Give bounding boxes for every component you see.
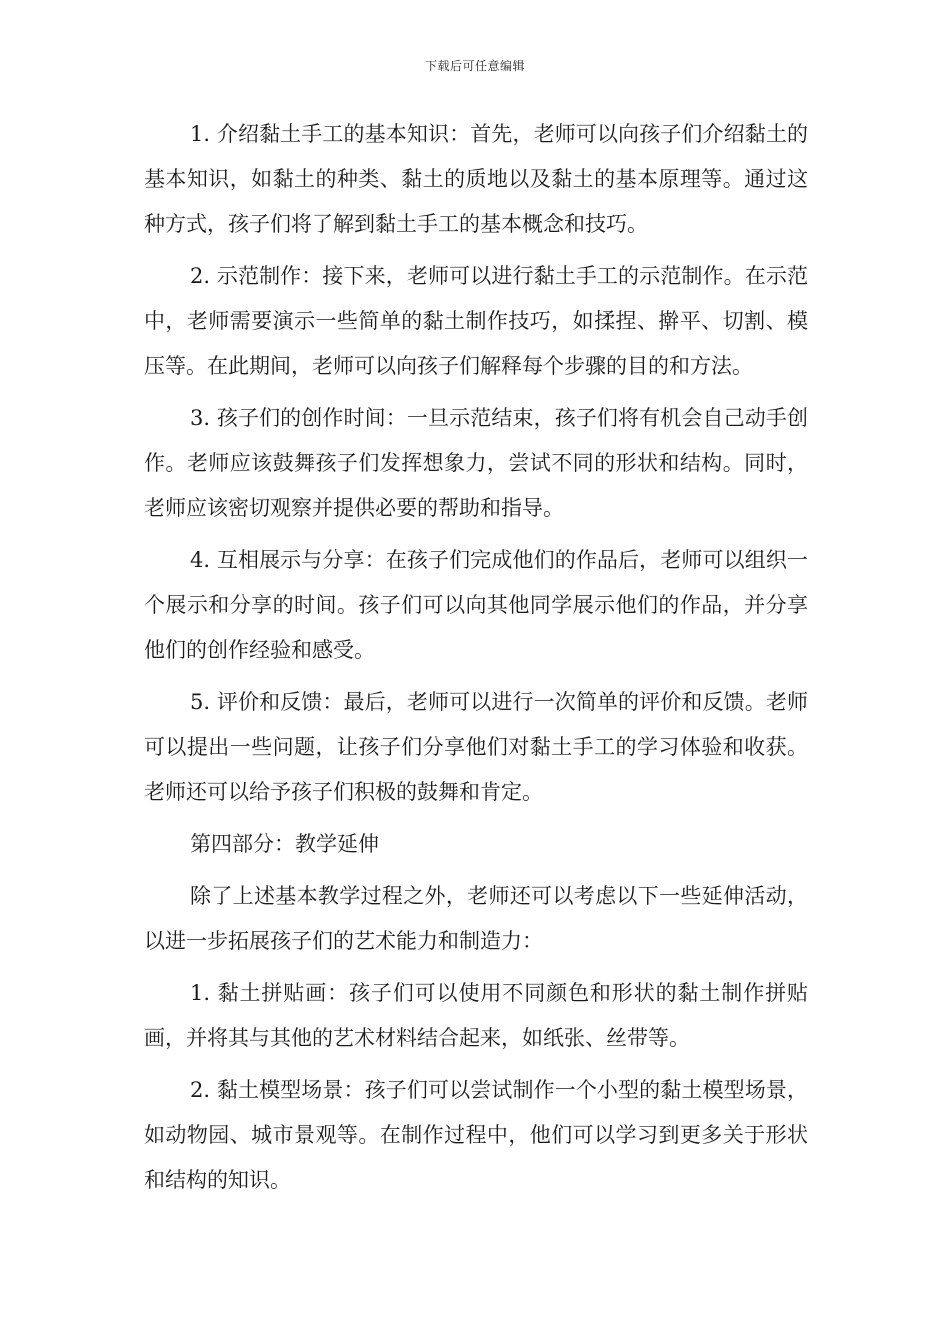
- list-item-clay-model-scene: 2. 黏土模型场景：孩子们可以尝试制作一个小型的黏土模型场景，如动物园、城市景观等。在制作过程中，他们可以学习到更多关于形状和结构的知识。: [144, 1078, 808, 1192]
- list-item-showcase-share: 4. 互相展示与分享：在孩子们完成他们的作品后，老师可以组织一个展示和分享的时间。孩子们可以向其他同学展示他们的作品，并分享他们的创作经验和感受。: [144, 548, 808, 662]
- list-item-clay-collage: 1. 黏土拼贴画：孩子们可以使用不同颜色和形状的黏土制作拼贴画，并将其与其他的艺术材料结合起来，如纸张、丝带等。: [144, 981, 808, 1050]
- list-item-intro-clay-basics: 1. 介绍黏土手工的基本知识：首先，老师可以向孩子们介绍黏土的基本知识，如黏土的种类、黏土的质地以及黏土的基本原理等。通过这种方式，孩子们将了解到黏土手工的基本概念和技巧。: [144, 122, 808, 236]
- list-item-creation-time: 3. 孩子们的创作时间：一旦示范结束，孩子们将有机会自己动手创作。老师应该鼓舞孩子们发挥想象力，尝试不同的形状和结构。同时，老师应该密切观察并提供必要的帮助和指导。: [144, 406, 808, 520]
- list-item-demonstration: 2. 示范制作：接下来，老师可以进行黏土手工的示范制作。在示范中，老师需要演示一些简单的黏土制作技巧，如揉捏、擀平、切割、模压等。在此期间，老师可以向孩子们解释每个步骤的目的和方法。: [144, 264, 808, 378]
- section-heading-part-four: 第四部分：教学延伸: [190, 832, 379, 856]
- intro-paragraph-extension: 除了上述基本教学过程之外，老师还可以考虑以下一些延伸活动，以进一步拓展孩子们的艺术能力和制造力：: [144, 884, 808, 953]
- list-item-evaluation-feedback: 5. 评价和反馈：最后，老师可以进行一次简单的评价和反馈。老师可以提出一些问题，让孩子们分享他们对黏土手工的学习体验和收获。老师还可以给予孩子们积极的鼓舞和肯定。: [144, 690, 808, 804]
- document-body: [144, 112, 808, 1210]
- page-header: 下载后可任意编辑: [424, 59, 525, 73]
